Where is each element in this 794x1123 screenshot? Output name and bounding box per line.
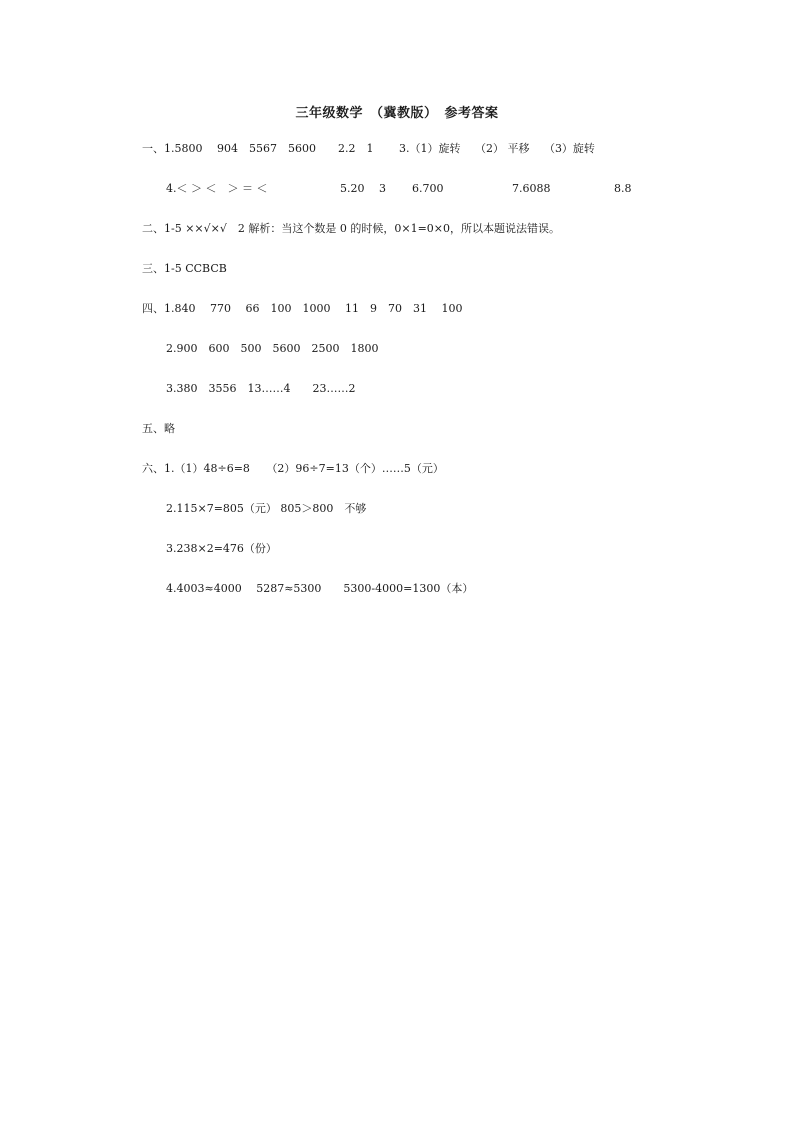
answer-item-7: 7.6088: [512, 182, 551, 195]
answer-section-2: 二、1-5 ××√×√ 2 解析：当这个数是 0 的时候，0×1=0×0，所以本题说法错误。: [142, 222, 561, 235]
answer-section-6-line-2: 2.115×7=805（元） 805＞800 不够: [166, 502, 367, 515]
answer-item-5: 5.20 3: [340, 182, 386, 195]
document-title: 三年级数学 （冀教版） 参考答案: [295, 106, 499, 121]
answer-section-1-line-1: 一、1.5800 904 5567 5600 2.2 1 3.（1）旋转 （2） 平移 （3）旋转: [142, 142, 595, 155]
answer-section-4-line-1: 四、1.840 770 66 100 1000 11 9 70 31 100: [142, 302, 463, 315]
answer-section-1-line-2: [166, 181, 646, 197]
answer-section-6-line-4: 4.4003≈4000 5287≈5300 5300-4000=1300（本）: [166, 582, 474, 595]
answer-section-6-line-1: 六、1.（1）48÷6=8 （2）96÷7=13（个）……5（元）: [142, 462, 444, 475]
answer-section-5: 五、略: [142, 422, 175, 435]
answer-section-6-line-3: 3.238×2=476（份）: [166, 542, 277, 555]
answer-section-4-line-2: 2.900 600 500 5600 2500 1800: [166, 342, 379, 355]
answer-item-8: 8.8: [614, 182, 632, 195]
answer-section-4-line-3: 3.380 3556 13……4 23……2: [166, 382, 356, 395]
answer-section-3: 三、1-5 CCBCB: [142, 262, 227, 275]
answer-item-6: 6.700: [412, 182, 444, 195]
answer-item-4: 4.＜ ＞ ＜ ＞ ＝ ＜: [166, 182, 268, 195]
